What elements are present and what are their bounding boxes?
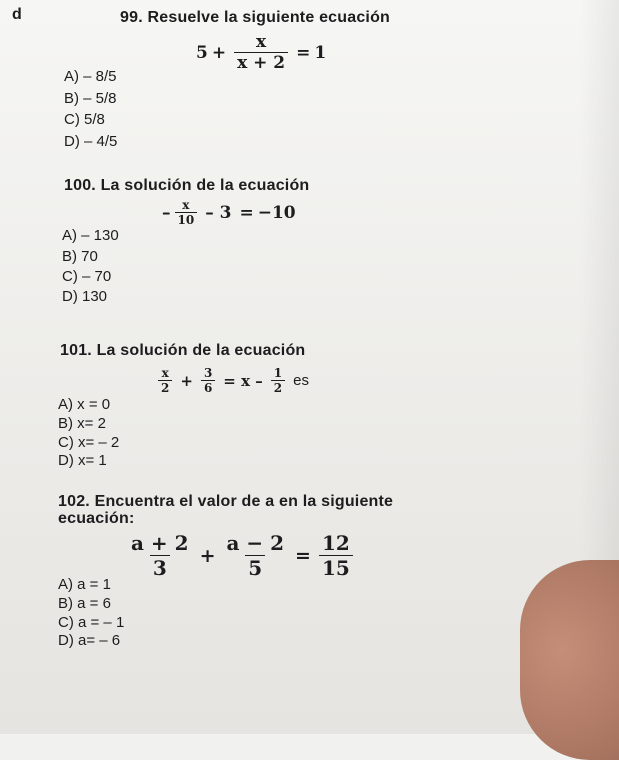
question-102-title-line2: ecuación: bbox=[58, 510, 135, 527]
question-99-option-d: D) – 4/5 bbox=[64, 133, 118, 150]
fraction-denominator: x + 2 bbox=[234, 52, 288, 73]
eq-operator: = bbox=[296, 42, 311, 63]
fraction-denominator: 15 bbox=[319, 555, 353, 580]
eq-fraction bbox=[175, 198, 198, 227]
question-102-option-d: D) a= – 6 bbox=[58, 632, 121, 649]
fraction-denominator: 6 bbox=[201, 380, 215, 395]
fraction-numerator: x bbox=[256, 32, 267, 52]
question-99-option-c: C) 5/8 bbox=[64, 111, 105, 128]
fraction-denominator: 5 bbox=[245, 555, 265, 580]
eq-term: −10 bbox=[257, 202, 296, 223]
question-101-option-b: B) x= 2 bbox=[58, 415, 106, 432]
question-101-title: 101. La solución de la ecuación bbox=[60, 342, 306, 359]
question-100-option-c: C) – 70 bbox=[62, 268, 112, 285]
question-101-option-a: A) x = 0 bbox=[58, 396, 111, 413]
eq-term: – bbox=[162, 202, 171, 223]
eq-suffix: es bbox=[293, 372, 309, 389]
fraction-numerator: a + 2 bbox=[131, 531, 189, 555]
question-102-title-line1: 102. Encuentra el valor de a en la siguiente bbox=[58, 493, 394, 510]
question-101-option-d: D) x= 1 bbox=[58, 452, 107, 469]
question-99-title: 99. Resuelve la siguiente ecuación bbox=[120, 9, 391, 26]
eq-operator: + bbox=[180, 371, 193, 390]
question-100-option-a: A) – 130 bbox=[62, 227, 119, 244]
eq-fraction bbox=[128, 531, 192, 580]
thumb-photo bbox=[520, 560, 619, 760]
eq-operator: + bbox=[199, 544, 216, 567]
question-101-equation bbox=[154, 366, 313, 395]
eq-fraction bbox=[319, 531, 353, 580]
fraction-denominator: 3 bbox=[150, 555, 170, 580]
eq-term: 1 bbox=[314, 42, 327, 63]
fraction-numerator: 12 bbox=[321, 531, 350, 555]
fraction-denominator: 2 bbox=[271, 380, 285, 395]
question-100-option-b: B) 70 bbox=[62, 248, 98, 265]
eq-fraction bbox=[234, 32, 288, 73]
corner-letter: d bbox=[12, 6, 22, 23]
eq-fraction bbox=[271, 366, 285, 395]
question-99-option-a: A) – 8/5 bbox=[64, 68, 117, 85]
eq-fraction bbox=[158, 366, 172, 395]
question-102-option-a: A) a = 1 bbox=[58, 576, 111, 593]
eq-operator: = bbox=[295, 544, 311, 567]
fraction-numerator: 1 bbox=[273, 366, 283, 380]
question-100-option-d: D) 130 bbox=[62, 288, 108, 305]
fraction-numerator: 3 bbox=[203, 366, 213, 380]
question-102-option-c: C) a = – 1 bbox=[58, 614, 125, 631]
question-102-option-b: B) a = 6 bbox=[58, 595, 111, 612]
fraction-numerator: x bbox=[182, 198, 190, 212]
eq-fraction bbox=[223, 531, 287, 580]
eq-operator: + bbox=[211, 42, 227, 63]
fraction-denominator: 2 bbox=[158, 380, 172, 395]
fraction-numerator: a − 2 bbox=[226, 531, 285, 555]
question-102-equation bbox=[124, 531, 357, 580]
question-101-option-c: C) x= – 2 bbox=[58, 434, 120, 451]
question-100-title: 100. La solución de la ecuación bbox=[64, 177, 310, 194]
eq-term: 5 bbox=[196, 42, 208, 63]
fraction-denominator: 10 bbox=[175, 212, 198, 227]
question-99-option-b: B) – 5/8 bbox=[64, 90, 117, 107]
eq-operator: = x – bbox=[223, 371, 263, 390]
eq-term: – 3 bbox=[205, 202, 232, 223]
question-99-equation bbox=[196, 32, 326, 73]
question-100-equation bbox=[162, 198, 296, 227]
fraction-numerator: x bbox=[161, 366, 169, 380]
eq-operator: = bbox=[239, 202, 254, 223]
eq-fraction bbox=[201, 366, 215, 395]
